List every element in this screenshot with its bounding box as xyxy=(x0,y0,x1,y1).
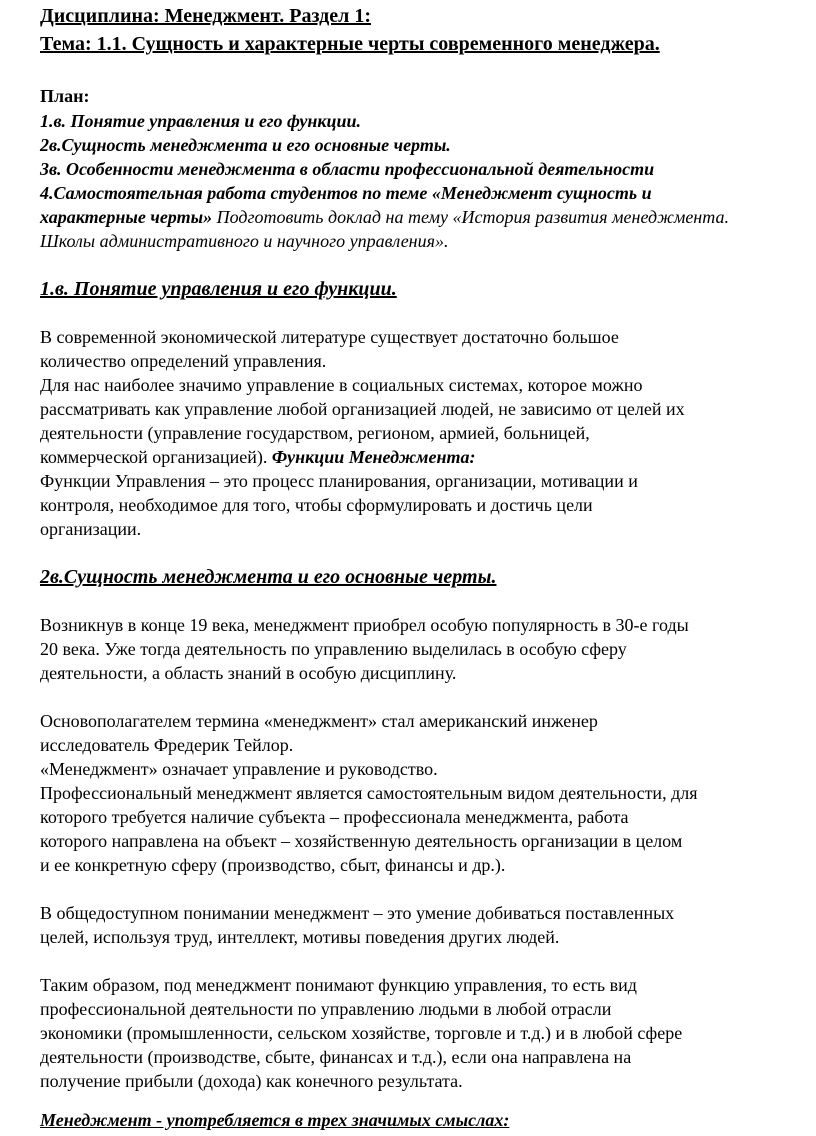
paragraph-line: Профессиональный менеджмент является самостоятельным видом деятельности, для xyxy=(40,783,698,803)
functions-label: Функции Менеджмента: xyxy=(271,447,476,467)
paragraph-line: которого требуется наличие субъекта – профессионала менеджмента, работа xyxy=(40,807,629,827)
plan-item-4-line2 xyxy=(40,205,729,229)
paragraph-line: «Менеджмент» означает управление и руководство. xyxy=(40,759,438,779)
paragraph-line: Возникнув в конце 19 века, менеджмент приобрел особую популярность в 30-е годы xyxy=(40,615,689,635)
paragraph-line: которого направлена на объект – хозяйственную деятельность организации в целом xyxy=(40,831,683,851)
meanings-heading: Менеджмент - употребляется в трех значимых смыслах: xyxy=(40,1110,510,1130)
paragraph-line: целей, используя труд, интеллект, мотивы поведения других людей. xyxy=(40,927,560,947)
paragraph-line: деятельности (производстве, сбыте, финансах и т.д.), если она направлена на xyxy=(40,1047,632,1067)
paragraph-line: контроля, необходимое для того, чтобы сформулировать и достичь цели xyxy=(40,495,593,515)
plan-item-3: 3в. Особенности менеджмента в области профессиональной деятельности xyxy=(40,159,655,179)
paragraph-line: В современной экономической литературе существует достаточно большое xyxy=(40,327,619,347)
plan-item-4-italic: Подготовить доклад на тему «История развития менеджмента. xyxy=(212,207,729,227)
plan-item-1: 1.в. Понятие управления и его функции. xyxy=(40,111,362,131)
paragraph-line: Основополагателем термина «менеджмент» стал американский инженер xyxy=(40,711,598,731)
paragraph-line: организации. xyxy=(40,519,142,539)
plan-item-4-line3: Школы административного и научного управления». xyxy=(40,231,449,251)
paragraph-line: Таким образом, под менеджмент понимают функцию управления, то есть вид xyxy=(40,975,637,995)
plan-item-4-line1: 4.Самостоятельная работа студентов по теме «Менеджмент сущность и xyxy=(40,183,652,203)
paragraph-line: получение прибыли (дохода) как конечного результата. xyxy=(40,1071,463,1091)
paragraph-line: деятельности (управление государством, регионом, армией, больницей, xyxy=(40,423,590,443)
section-2-heading: 2в.Сущность менеджмента и его основные черты. xyxy=(40,566,497,588)
paragraph-line: экономики (промышленности, сельском хозяйстве, торговле и т.д.) и в любой сфере xyxy=(40,1023,683,1043)
paragraph-line: исследователь Фредерик Тейлор. xyxy=(40,735,294,755)
paragraph-line: деятельности, а область знаний в особую дисциплину. xyxy=(40,663,457,683)
discipline-title: Дисциплина: Менеджмент. Раздел 1: xyxy=(40,5,372,27)
paragraph-line: Функции Управления – это процесс планирования, организации, мотивации и xyxy=(40,471,638,491)
section-1-heading: 1.в. Понятие управления и его функции. xyxy=(40,278,397,300)
topic-title: Тема: 1.1. Сущность и характерные черты современного менеджера. xyxy=(40,33,660,55)
paragraph-line: профессиональной деятельности по управлению людьми в любой отрасли xyxy=(40,999,612,1019)
paragraph-line: 20 века. Уже тогда деятельность по управлению выделилась в особую сферу xyxy=(40,639,627,659)
plan-item-4-bold: характерные черты» xyxy=(40,207,213,227)
paragraph-line xyxy=(40,445,475,469)
paragraph-line: количество определений управления. xyxy=(40,351,327,371)
plan-label: План: xyxy=(40,86,90,106)
paragraph-line: и ее конкретную сферу (производство, сбыт, финансы и др.). xyxy=(40,855,506,875)
paragraph-line: Для нас наиболее значимо управление в социальных системах, которое можно xyxy=(40,375,643,395)
paragraph-line: рассматривать как управление любой организацией людей, не зависимо от целей их xyxy=(40,399,685,419)
paragraph-line: В общедоступном понимании менеджмент – это умение добиваться поставленных xyxy=(40,903,675,923)
paragraph-text: коммерческой организацией). xyxy=(40,447,272,467)
plan-item-2: 2в.Сущность менеджмента и его основные черты. xyxy=(40,135,451,155)
